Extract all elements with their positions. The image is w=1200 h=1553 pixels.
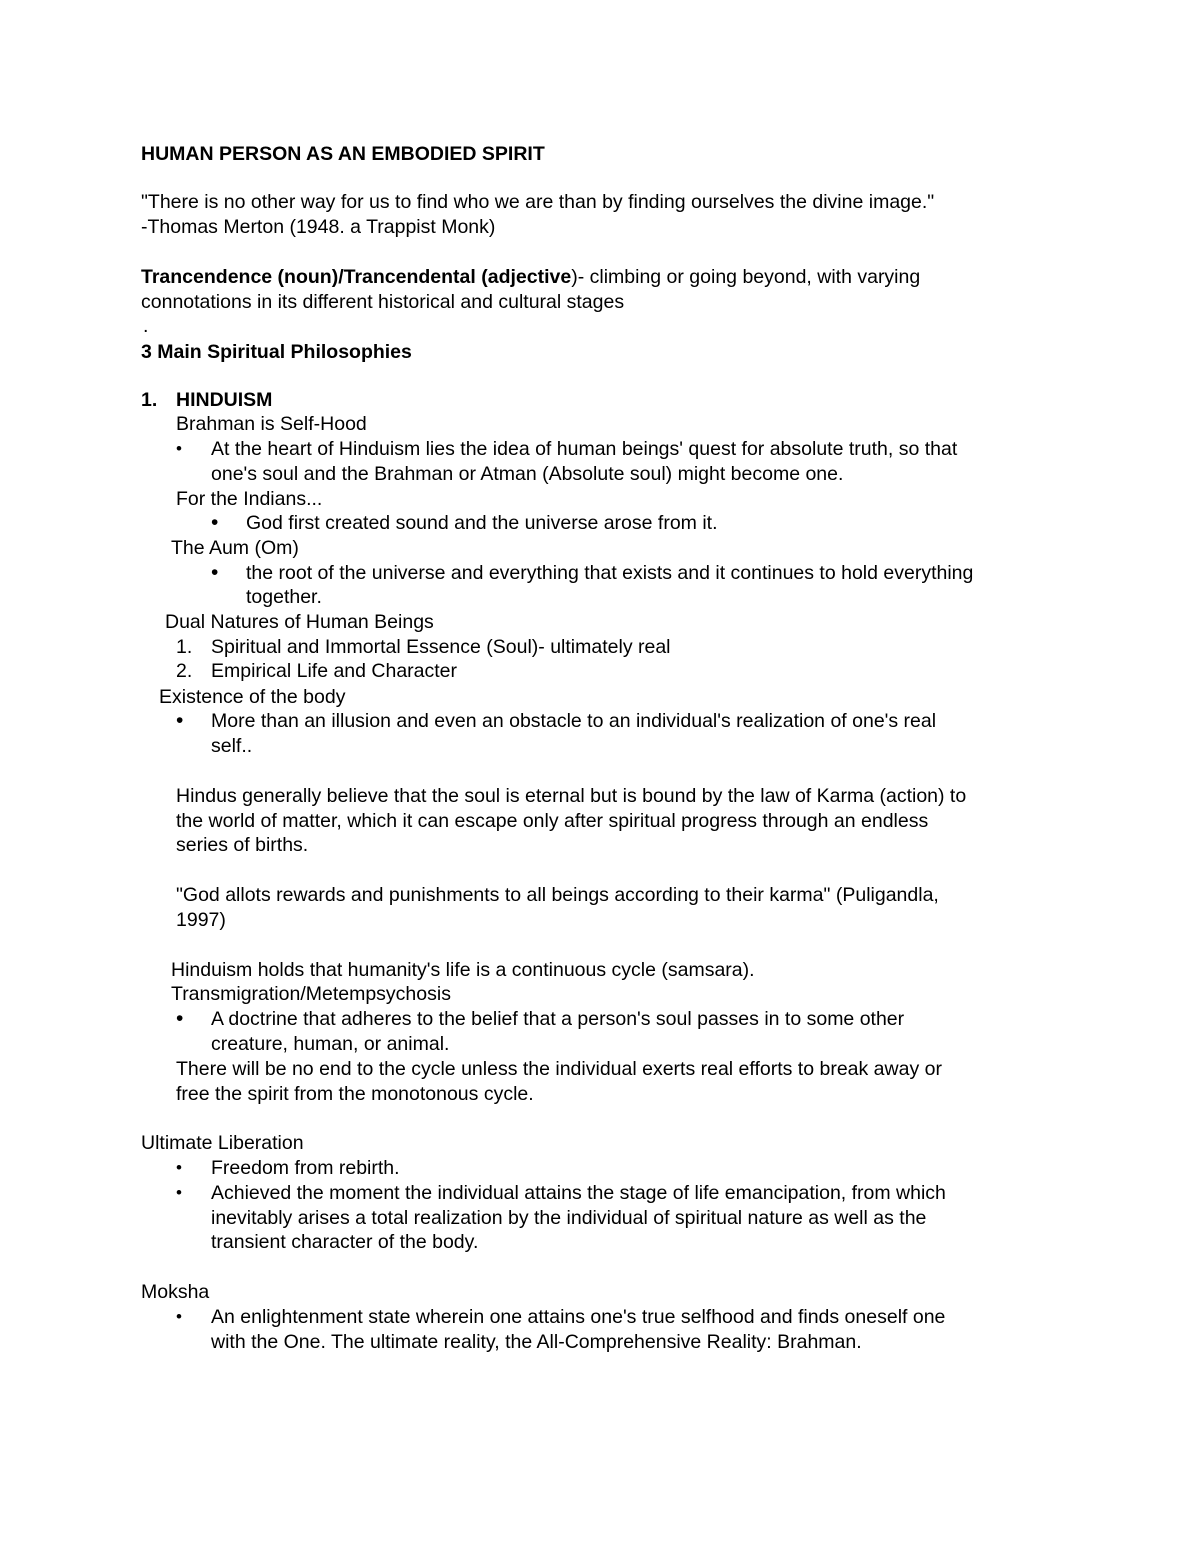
liberation-bullet-line3: transient character of the body.: [211, 1231, 479, 1253]
aum-bullet-line2: together.: [246, 586, 322, 608]
cycle-text-line2: free the spirit from the monotonous cycle.: [176, 1083, 534, 1105]
bullet-icon: •: [176, 1183, 182, 1202]
transcendence-definition-line2: connotations in its different historical and cultural stages: [141, 291, 625, 313]
liberation-bullet-line2: inevitably arises a total realization by the individual of spiritual nature as well as the: [211, 1207, 927, 1229]
bullet-icon: •: [211, 511, 219, 534]
hinduism-number: 1.: [141, 389, 158, 411]
dual-item: Empirical Life and Character: [211, 660, 458, 682]
stray-dot: .: [143, 315, 149, 337]
transmigration-bullet-line2: creature, human, or animal.: [211, 1033, 450, 1055]
dual-natures-label: Dual Natures of Human Beings: [165, 611, 434, 633]
transmigration-label: Transmigration/Metempsychosis: [171, 983, 451, 1005]
karma-quote: "God allots rewards and punishments to all beings according to their karma" (Puligandla,: [176, 884, 939, 906]
document-title: HUMAN PERSON AS AN EMBODIED SPIRIT: [141, 143, 545, 165]
selfhood-bullet: At the heart of Hinduism lies the idea of human beings' quest for absolute truth, so that: [211, 438, 958, 460]
bullet-icon: •: [176, 1158, 182, 1177]
karma-paragraph-line3: series of births.: [176, 834, 309, 856]
bullet-icon: •: [176, 1007, 184, 1030]
dual-item-number: 1.: [176, 636, 193, 658]
liberation-label: Ultimate Liberation: [141, 1132, 304, 1154]
cycle-text: There will be no end to the cycle unless the individual exerts real efforts to break away or: [176, 1058, 942, 1080]
section-heading: 3 Main Spiritual Philosophies: [141, 341, 412, 363]
body-existence-label: Existence of the body: [159, 686, 346, 708]
transmigration-bullet: A doctrine that adheres to the belief that a person's soul passes in to some other: [211, 1008, 905, 1030]
indians-bullet: God first created sound and the universe arose from it.: [246, 512, 718, 534]
moksha-bullet: An enlightenment state wherein one attains one's true selfhood and finds oneself one: [211, 1306, 946, 1328]
aum-label: The Aum (Om): [171, 537, 299, 559]
bullet-icon: •: [176, 1307, 182, 1326]
dual-item: Spiritual and Immortal Essence (Soul)- ultimately real: [211, 636, 671, 658]
merton-attribution: -Thomas Merton (1948. a Trappist Monk): [141, 216, 496, 238]
moksha-label: Moksha: [141, 1281, 210, 1303]
liberation-bullet: Freedom from rebirth.: [211, 1157, 400, 1179]
body-bullet: More than an illusion and even an obstacle to an individual's realization of one's real: [211, 710, 937, 732]
bullet-icon: •: [176, 709, 184, 732]
bullet-icon: •: [176, 439, 182, 458]
transcendence-term: Trancendence (noun)/Trancendental (adjective: [141, 266, 572, 288]
merton-quote: "There is no other way for us to find who we are than by finding ourselves the divine image.": [141, 191, 935, 213]
moksha-bullet-line2: with the One. The ultimate reality, the All-Comprehensive Reality: Brahman.: [211, 1331, 862, 1353]
hinduism-heading: HINDUISM: [176, 389, 273, 411]
bullet-icon: •: [211, 561, 219, 584]
indians-label: For the Indians...: [176, 488, 323, 510]
body-bullet-line2: self..: [211, 735, 253, 757]
karma-paragraph-line2: the world of matter, which it can escape only after spiritual progress through an endless: [176, 810, 929, 832]
samsara-text: Hinduism holds that humanity's life is a continuous cycle (samsara).: [171, 959, 755, 981]
karma-quote-line2: 1997): [176, 909, 226, 931]
transcendence-definition-text: )- climbing or going beyond, with varying: [571, 266, 921, 288]
selfhood-bullet-line2: one's soul and the Brahman or Atman (Absolute soul) might become one.: [211, 463, 844, 485]
karma-paragraph: Hindus generally believe that the soul is eternal but is bound by the law of Karma (action) to: [176, 785, 967, 807]
selfhood-label: Brahman is Self-Hood: [176, 413, 367, 435]
liberation-bullet: Achieved the moment the individual attains the stage of life emancipation, from which: [211, 1182, 946, 1204]
aum-bullet: the root of the universe and everything that exists and it continues to hold everything: [246, 562, 974, 584]
dual-item-number: 2.: [176, 660, 193, 682]
transcendence-definition: [141, 265, 920, 289]
